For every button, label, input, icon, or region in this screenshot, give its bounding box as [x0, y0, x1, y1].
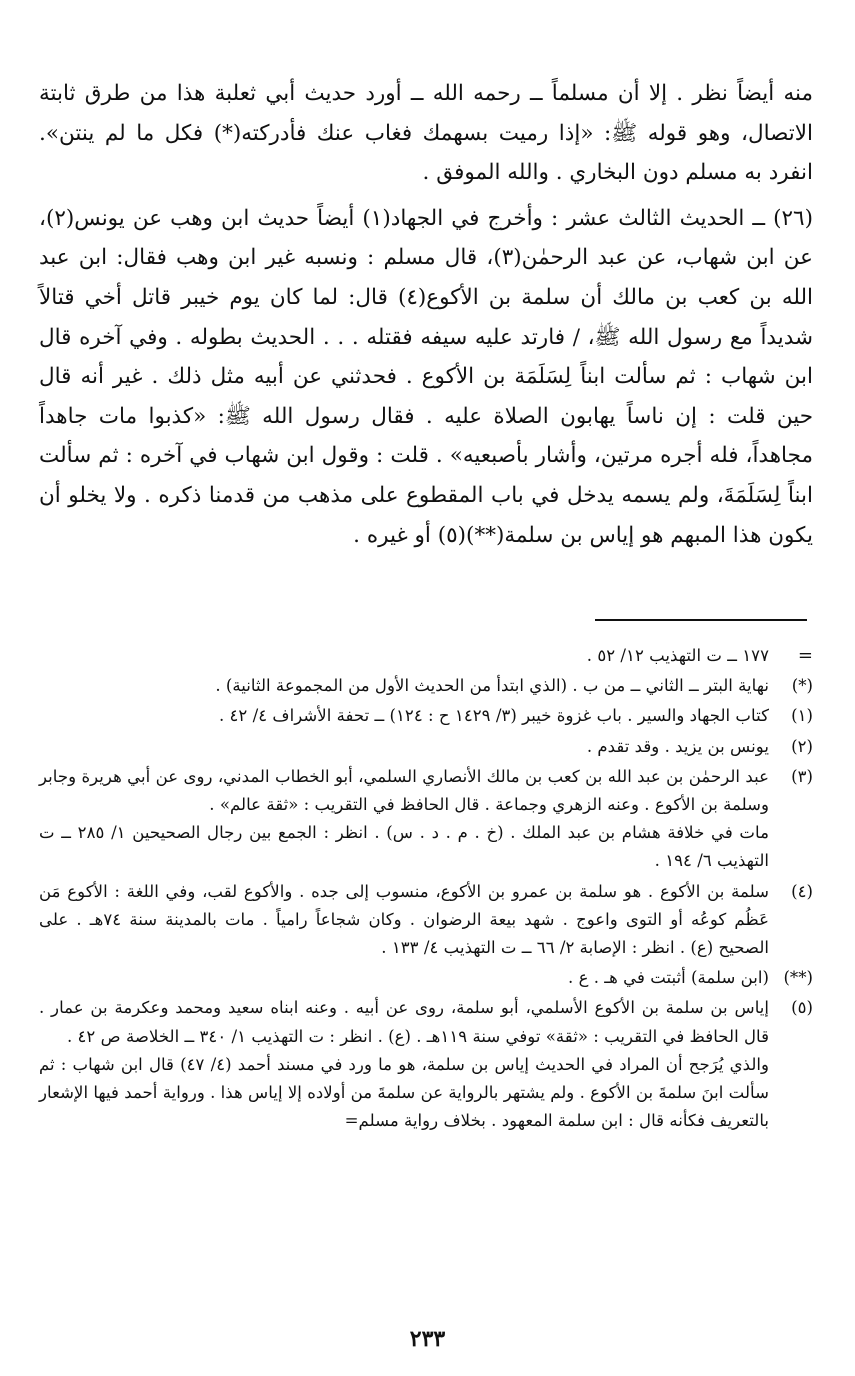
footnote-marker: (١)	[791, 706, 813, 726]
footnote-text: ١٧٧ ــ ت التهذيب ١٢/ ٥٢ .	[586, 646, 769, 665]
footnote-marker: (٣)	[791, 766, 813, 786]
page-number: ٢٣٣	[409, 1326, 446, 1352]
footnote-5	[39, 994, 813, 1135]
footnote-marker: (*)	[791, 676, 813, 696]
footnote-star	[39, 672, 813, 700]
main-text	[39, 74, 813, 555]
footnote-text: يونس بن يزيد . وقد تقدم .	[586, 736, 769, 756]
footnote-text: سلمة بن الأكوع . هو سلمة بن عمرو بن الأكوع، منسوب إلى جده . والأكوع لقب، وفي اللغة : الأكوع مَن عَظُم كوعُه أو التوى واعوج . شهد بيعة الرضوان . وكان شجاعاً رامياً . مات بالمدينة سنة ٧٤هـ . على الصحيح (ع) . انظر : الإصابة ٢/ ٦٦ ــ ت التهذيب ٤/ ١٣٣ .	[39, 881, 769, 958]
footnote-text: مات في خلافة هشام بن عبد الملك . (خ . م . د . س) . انظر : الجمع بين رجال الصحيحين ١/ ٢٨٥ ــ ت التهذيب ٦/ ١٩٤ .	[39, 823, 769, 871]
footnote-marker: (**)	[783, 968, 813, 988]
footnote-text: والذي يُرَجح أن المراد في الحديث إياس بن سلمة، هو ما ورد في مسند أحمد (٤/ ٤٧) قال ابن شهاب : ثم سألت ابنَ سلمةَ بن الأكوع . ولم يشتهر بالرواية عن سلمةَ من أولاده إلا إياس هذا . ورواية أحمد فيها الإشعار بالتعريف فكأنه قال : ابن سلمة المعهود . بخلاف رواية مسلم=	[39, 1054, 769, 1131]
footnote-2	[39, 733, 813, 761]
footnote-marker: =	[797, 645, 813, 666]
footnote-marker: (٢)	[791, 736, 813, 756]
footnote-text: عبد الرحمٰن بن عبد الله بن كعب بن مالك الأنصاري السلمي، أبو الخطاب المدني، روى عن أبي هريرة وجابر وسلمة بن الأكوع . وعنه الزهري وجماعة . قال الحافظ في التقريب : «ثقة عالم» .	[39, 766, 769, 815]
footnote-double-star	[39, 964, 813, 992]
footnote-marker: (٥)	[791, 998, 813, 1018]
footnote-separator	[595, 619, 807, 621]
footnote-continuation	[39, 642, 813, 670]
footnote-1	[39, 702, 813, 730]
intro-paragraph: منه أيضاً نظر . إلا أن مسلماً ــ رحمه الله ــ أورد حديث أبي ثعلبة هذا من طرق ثابتة الاتصال، وهو قوله ﷺ: «إذا رميت بسهمك فغاب عنك فأدركته(*) فكل ما لم ينتن». انفرد به مسلم دون البخاري . والله الموفق .	[39, 81, 813, 186]
footnote-marker: (٤)	[791, 881, 813, 901]
footnote-3	[39, 763, 813, 876]
footnote-text: كتاب الجهاد والسير . باب غزوة خيبر (٣/ ١٤٢٩ ح : ١٢٤) ــ تحفة الأشراف ٤/ ٤٢ .	[218, 706, 769, 726]
footnote-text: نهاية البتر ــ الثاني ــ من ب . (الذي ابتدأ من الحديث الأول من المجموعة الثانية) .	[215, 676, 769, 696]
footnote-4	[39, 878, 813, 963]
footnotes	[39, 642, 813, 1137]
footnote-text: (ابن سلمة) أثبتت في هـ . ع .	[568, 968, 769, 988]
hadith-paragraph: (٢٦) ــ الحديث الثالث عشر : وأخرج في الجهاد(١) أيضاً حديث ابن وهب عن يونس(٢)، عن ابن شهاب، عن عبد الرحمٰن(٣)، قال مسلم : ونسبه غير ابن وهب فقال: ابن عبد الله بن كعب بن مالك أن سلمة بن الأكوع(٤) قال: لما كان يوم خيبر قاتل أخي قتالاً شديداً مع رسول الله ﷺ، / فارتد عليه سيفه فقتله . . . الحديث بطوله . وفي آخره قال ابن شهاب : ثم سألت ابناً لِسَلَمَة بن الأكوع . فحدثني عن أبيه مثل ذلك . غير أنه قال حين قلت : إن ناساً يهابون الصلاة عليه . فقال رسول الله ﷺ: «كذبوا مات جاهداً مجاهداً، فله أجره مرتين، وأشار بأصبعيه» . قلت : وقول ابن شهاب في آخره : ثم سألت ابناً لِسَلَمَةَ، ولم يسمه يدخل في باب المقطوع على مذهب من قدمنا ذكره . ولا يخلو أن يكون هذا المبهم هو إياس بن سلمة(**)(٥) أو غيره .	[39, 205, 813, 548]
footnote-text: إياس بن سلمة بن الأكوع الأسلمي، أبو سلمة، روى عن أبيه . وعنه ابناه سعيد ومحمد وعكرمة بن عمار . قال الحافظ في التقريب : «ثقة» توفي سنة ١١٩هـ . (ع) . انظر : ت التهذيب ١/ ٣٤٠ ــ الخلاصة ص ٤٢ .	[39, 998, 769, 1046]
